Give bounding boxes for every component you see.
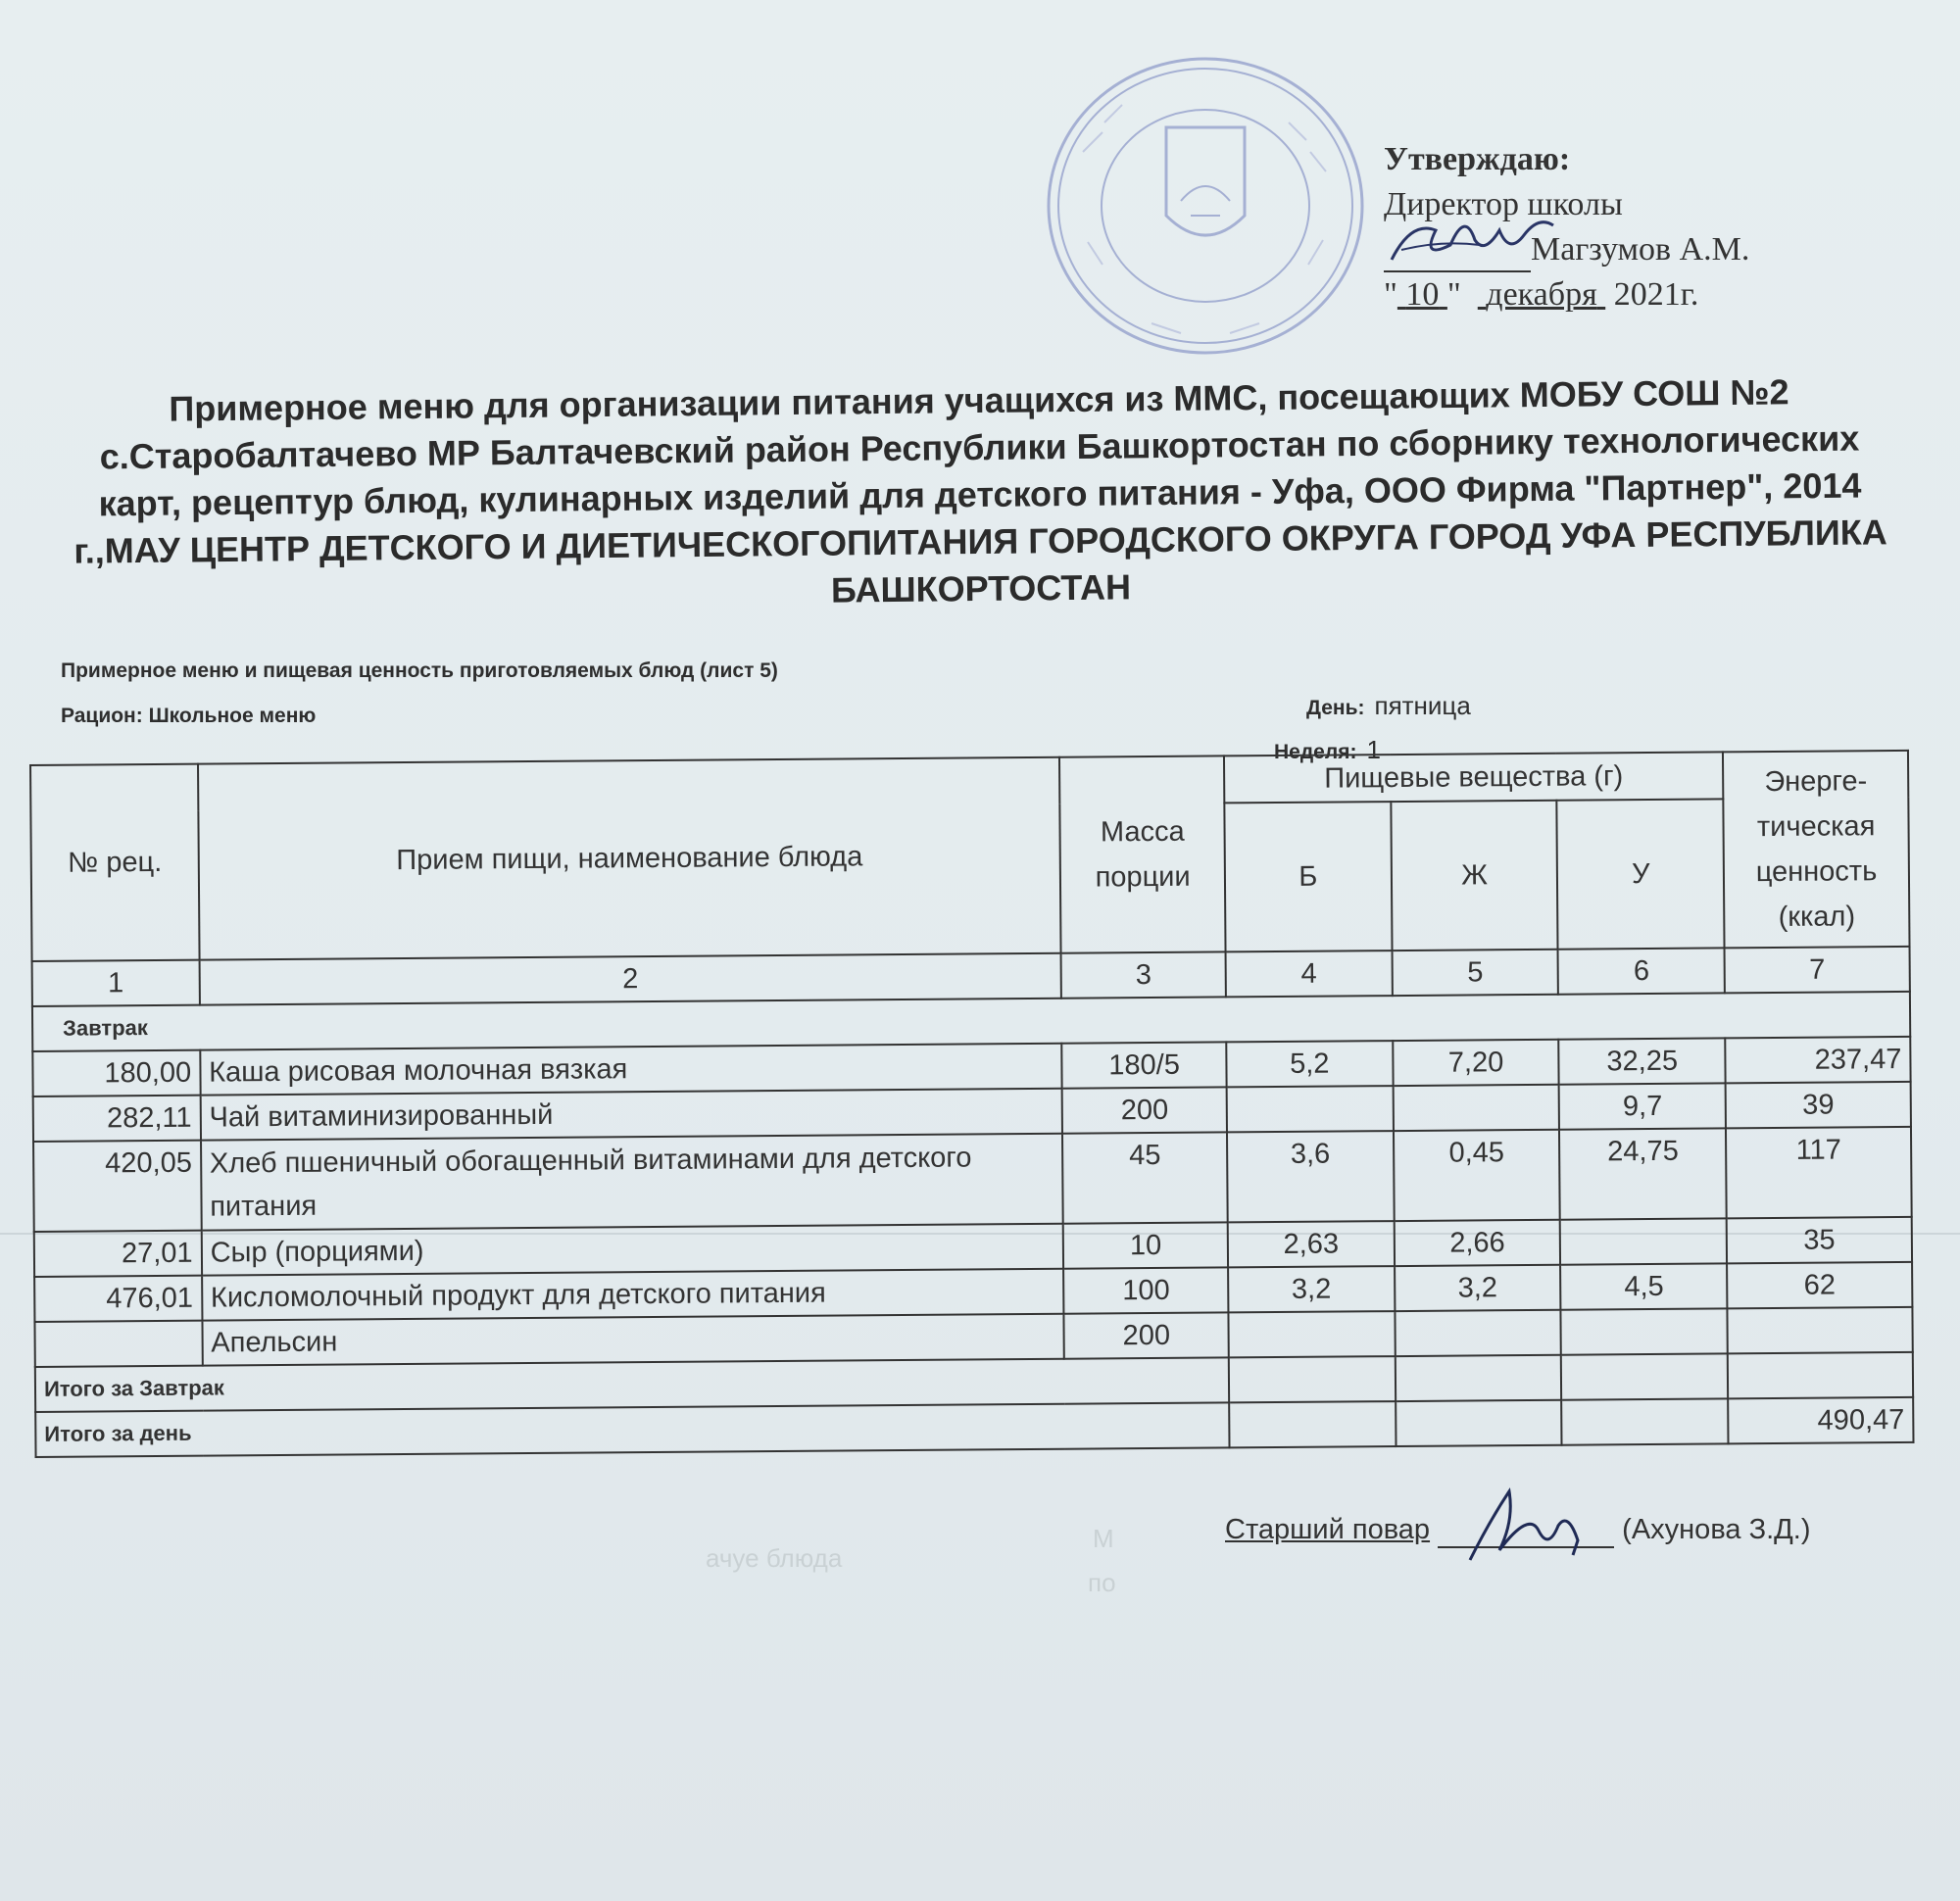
- menu-subtitle: Примерное меню и пищевая ценность приготовляемых блюд (лист 5): [61, 659, 778, 682]
- week-value: 1: [1366, 735, 1381, 764]
- portion-mass: 200: [1062, 1087, 1227, 1133]
- col-number: 1: [32, 960, 200, 1006]
- carbs: [1560, 1218, 1727, 1264]
- total-breakfast-label: Итого за Завтрак: [35, 1357, 1229, 1412]
- dish-name: Каша рисовая молочная вязкая: [200, 1044, 1062, 1096]
- header-energy: Энерге- тическая ценность (ккал): [1723, 751, 1909, 948]
- rec-number: 420,05: [33, 1141, 201, 1232]
- section-breakfast: Завтрак: [32, 992, 1910, 1051]
- col-number: 2: [199, 953, 1061, 1005]
- director-signature: [1382, 201, 1563, 279]
- header-carbs: У: [1557, 799, 1725, 949]
- rec-number: 27,01: [34, 1231, 202, 1277]
- cook-signature: [1460, 1482, 1588, 1570]
- document-title: Примерное меню для организации питания учащихся из ММС, посещающих МОБУ СОШ №2 с.Старобалтачево МР Балтачевский район Республики Башкортостан по сборнику технологических карт, рецептур блюд, кулинарных изделий для детского питания - Уфа, ООО Фирма "Партнер", 2014 г.,МАУ ЦЕНТР ДЕТСКОГО И ДИЕТИЧЕСКОГОПИТАНИЯ ГОРОДСКОГО ОКРУГА ГОРОД УФА РЕСПУБЛИКА БАШКОРТОСТАН: [74, 371, 1887, 610]
- portion-mass: 200: [1064, 1312, 1229, 1358]
- total-cell: [1396, 1400, 1562, 1446]
- energy: 237,47: [1725, 1037, 1910, 1083]
- total-cell: [1229, 1356, 1396, 1402]
- protein: 3,6: [1227, 1131, 1394, 1222]
- energy: 117: [1726, 1127, 1912, 1218]
- day-value: пятница: [1374, 691, 1471, 720]
- rec-number: 282,11: [33, 1096, 201, 1142]
- approval-name: Магзумов А.М.: [1531, 231, 1750, 268]
- carbs: 4,5: [1561, 1263, 1728, 1309]
- cook-role: Старший повар: [1225, 1514, 1431, 1545]
- carbs: 32,25: [1559, 1038, 1726, 1084]
- bleed-through-text: ачуе блюда: [706, 1543, 843, 1573]
- total-cell: [1562, 1398, 1729, 1444]
- fat: 3,2: [1395, 1265, 1561, 1311]
- header-nutrients: Пищевые вещества (г): [1224, 752, 1724, 803]
- col-number: 4: [1226, 950, 1393, 997]
- energy: [1728, 1307, 1913, 1353]
- week-info: Неделя: 1: [1274, 735, 1381, 764]
- col-number: 5: [1392, 950, 1558, 996]
- protein: [1228, 1311, 1395, 1357]
- dish-name: Апельсин: [202, 1314, 1064, 1366]
- official-stamp: [1044, 54, 1367, 358]
- dish-name: Кисломолочный продукт для детского питания: [202, 1269, 1064, 1321]
- rec-number: [34, 1321, 202, 1367]
- dish-name: Сыр (порциями): [201, 1224, 1063, 1276]
- approval-month: декабря: [1486, 276, 1597, 313]
- day-info: День: пятница: [1306, 691, 1471, 720]
- table-row: [33, 1127, 1912, 1232]
- protein: 5,2: [1226, 1041, 1393, 1087]
- dish-name: Чай витаминизированный: [200, 1089, 1062, 1141]
- approval-position: Директор школы: [1384, 186, 1623, 222]
- col-number: 6: [1558, 948, 1725, 994]
- header-rec: № рец.: [30, 764, 199, 961]
- protein: 2,63: [1228, 1221, 1395, 1267]
- carbs: [1561, 1308, 1728, 1354]
- energy: 62: [1727, 1262, 1912, 1308]
- portion-mass: 45: [1062, 1132, 1227, 1223]
- total-cell: [1728, 1352, 1913, 1398]
- portion-mass: 10: [1063, 1222, 1228, 1268]
- protein: 3,2: [1228, 1266, 1395, 1312]
- portion-mass: 180/5: [1062, 1042, 1227, 1088]
- total-day-label: Итого за день: [35, 1402, 1229, 1457]
- fat: 2,66: [1394, 1220, 1560, 1266]
- ration-label: Рацион: Школьное меню: [61, 705, 317, 727]
- total-cell: [1561, 1353, 1728, 1399]
- portion-mass: 100: [1063, 1267, 1228, 1313]
- protein: [1227, 1086, 1394, 1132]
- rec-number: 476,01: [34, 1276, 202, 1322]
- bleed-through-text: М: [1093, 1524, 1114, 1553]
- header-dish: Прием пищи, наименование блюда: [198, 757, 1061, 960]
- header-fat: Ж: [1391, 801, 1558, 950]
- energy: 39: [1726, 1082, 1911, 1128]
- approval-year: 2021г.: [1613, 276, 1699, 313]
- total-cell: [1396, 1355, 1562, 1401]
- dish-name: Хлеб пшеничный обогащенный витаминами для детского питания: [201, 1134, 1063, 1231]
- fat: [1395, 1310, 1561, 1356]
- approval-heading: Утверждаю:: [1384, 141, 1571, 177]
- header-protein: Б: [1224, 802, 1392, 951]
- col-number: 7: [1725, 947, 1910, 993]
- energy: 35: [1727, 1217, 1912, 1263]
- fat: [1393, 1085, 1559, 1131]
- approval-date: " 10 " декабря 2021г.: [1384, 276, 1699, 313]
- col-number: 3: [1061, 951, 1226, 998]
- carbs: 24,75: [1559, 1128, 1726, 1219]
- fat: 7,20: [1393, 1040, 1559, 1086]
- header-mass: Масса порции: [1059, 756, 1225, 952]
- fat: 0,45: [1394, 1130, 1560, 1221]
- menu-table: [29, 750, 1915, 1458]
- carbs: 9,7: [1559, 1083, 1726, 1129]
- approval-day: 10: [1405, 276, 1440, 313]
- cook-name: (Ахунова З.Д.): [1622, 1514, 1811, 1545]
- total-day-energy: 490,47: [1728, 1397, 1913, 1443]
- menu-table-wrapper: [29, 750, 1915, 1458]
- total-cell: [1229, 1401, 1396, 1447]
- bleed-through-text: по: [1088, 1568, 1116, 1597]
- rec-number: 180,00: [32, 1050, 200, 1097]
